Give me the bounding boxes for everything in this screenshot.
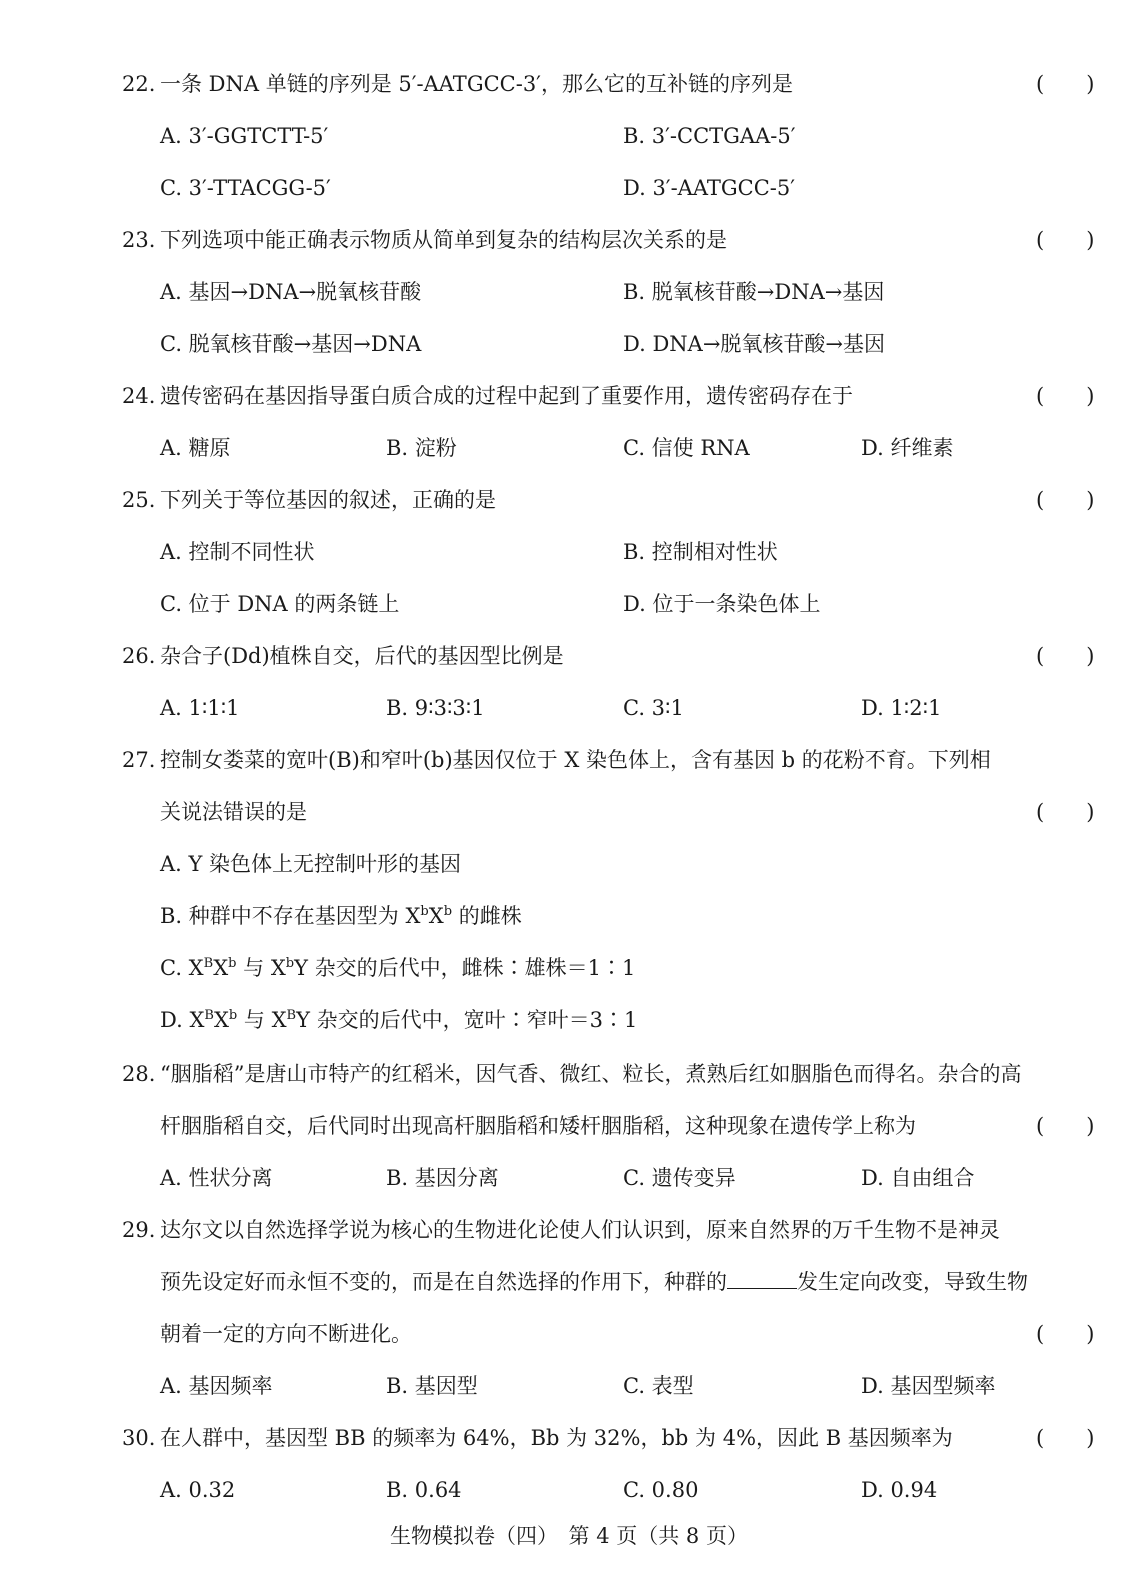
fill-in-blank <box>727 1270 797 1289</box>
question-25-number: 25. <box>122 488 156 512</box>
answer-paren-28: ( ) <box>1036 1114 1095 1138</box>
question-23-number: 23. <box>122 228 156 252</box>
q23-option-a: A. 基因→DNA→脱氧核苷酸 <box>160 280 422 304</box>
q22-option-b: B. 3′-CCTGAA-5′ <box>623 124 796 148</box>
q27-option-c: C. $X^BX^b$ 与 $X^bY$ 杂交的后代中，雌株∶雄株＝1∶1 <box>160 956 636 980</box>
q25-option-c: C. 位于 DNA 的两条链上 <box>160 592 400 616</box>
page-footer: 生物模拟卷（四） 第 4 页（共 8 页） <box>390 1524 748 1548</box>
q24-option-b: B. 淀粉 <box>386 436 457 460</box>
question-29-stem-line1: 达尔文以自然选择学说为核心的生物进化论使人们认识到，原来自然界的万千生物不是神灵 <box>160 1218 1000 1242</box>
q30-option-c: C. 0.80 <box>623 1478 699 1502</box>
answer-paren-24: ( ) <box>1036 384 1095 408</box>
question-24-stem: 遗传密码在基因指导蛋白质合成的过程中起到了重要作用，遗传密码存在于 <box>160 384 853 408</box>
q26-option-a: A. 1∶1∶1 <box>160 696 240 720</box>
question-27-stem-line2: 关说法错误的是 <box>160 800 307 824</box>
answer-paren-29: ( ) <box>1036 1322 1095 1346</box>
q23-option-d: D. DNA→脱氧核苷酸→基因 <box>623 332 886 356</box>
q23-option-b: B. 脱氧核苷酸→DNA→基因 <box>623 280 885 304</box>
answer-paren-23: ( ) <box>1036 228 1095 252</box>
q30-option-a: A. 0.32 <box>160 1478 236 1502</box>
q26-option-c: C. 3∶1 <box>623 696 684 720</box>
answer-paren-25: ( ) <box>1036 488 1095 512</box>
answer-paren-30: ( ) <box>1036 1426 1095 1450</box>
question-29-stem-line3: 朝着一定的方向不断进化。 <box>160 1322 412 1346</box>
q22-option-a: A. 3′-GGTCTT-5′ <box>160 124 329 148</box>
answer-paren-26: ( ) <box>1036 644 1095 668</box>
q22-option-d: D. 3′-AATGCC-5′ <box>623 176 795 200</box>
q26-option-b: B. 9∶3∶3∶1 <box>386 696 485 720</box>
q28-option-b: B. 基因分离 <box>386 1166 499 1190</box>
q29-option-d: D. 基因型频率 <box>861 1374 996 1398</box>
q26-option-d: D. 1∶2∶1 <box>861 696 942 720</box>
q25-option-d: D. 位于一条染色体上 <box>623 592 821 616</box>
q30-option-d: D. 0.94 <box>861 1478 938 1502</box>
question-22-number: 22. <box>122 72 156 96</box>
question-27-number: 27. <box>122 748 156 772</box>
q27-option-b: B. 种群中不存在基因型为 $X^bX^b$ 的雌株 <box>160 904 522 928</box>
question-23-stem: 下列选项中能正确表示物质从简单到复杂的结构层次关系的是 <box>160 228 727 252</box>
question-25-stem: 下列关于等位基因的叙述，正确的是 <box>160 488 496 512</box>
answer-paren-27: ( ) <box>1036 800 1095 824</box>
question-30-number: 30. <box>122 1426 156 1450</box>
q23-option-c: C. 脱氧核苷酸→基因→DNA <box>160 332 422 356</box>
question-30-stem: 在人群中，基因型 BB 的频率为 64%，Bb 为 32%，bb 为 4%，因此 B 基因频率为 <box>160 1426 953 1450</box>
q28-option-a: A. 性状分离 <box>160 1166 273 1190</box>
q25-option-a: A. 控制不同性状 <box>160 540 315 564</box>
q27-option-d: D. $X^BX^b$ 与 $X^BY$ 杂交的后代中，宽叶∶窄叶＝3∶1 <box>160 1008 638 1032</box>
answer-paren-22: ( ) <box>1036 72 1095 96</box>
q22-option-c: C. 3′-TTACGG-5′ <box>160 176 331 200</box>
question-28-number: 28. <box>122 1062 156 1086</box>
question-22-stem: 一条 DNA 单链的序列是 5′-AATGCC-3′，那么它的互补链的序列是 <box>160 72 793 96</box>
q28-option-d: D. 自由组合 <box>861 1166 975 1190</box>
q29-option-c: C. 表型 <box>623 1374 694 1398</box>
question-29-number: 29. <box>122 1218 156 1242</box>
q25-option-b: B. 控制相对性状 <box>623 540 778 564</box>
q24-option-d: D. 纤维素 <box>861 436 954 460</box>
q24-option-a: A. 糖原 <box>160 436 231 460</box>
q29-option-b: B. 基因型 <box>386 1374 478 1398</box>
question-24-number: 24. <box>122 384 156 408</box>
q24-option-c: C. 信使 RNA <box>623 436 750 460</box>
question-28-stem-line1: “胭脂稻”是唐山市特产的红稻米，因气香、微红、粒长，煮熟后红如胭脂色而得名。杂合的高 <box>160 1062 1022 1086</box>
q30-option-b: B. 0.64 <box>386 1478 462 1502</box>
question-26-number: 26. <box>122 644 156 668</box>
q27-option-a: A. Y 染色体上无控制叶形的基因 <box>160 852 462 876</box>
question-28-stem-line2: 杆胭脂稻自交，后代同时出现高杆胭脂稻和矮杆胭脂稻，这种现象在遗传学上称为 <box>160 1114 916 1138</box>
question-27-stem-line1: 控制女娄菜的宽叶(B)和窄叶(b)基因仅位于 X 染色体上，含有基因 b 的花粉不育。下列相 <box>160 748 991 772</box>
question-26-stem: 杂合子(Dd)植株自交，后代的基因型比例是 <box>160 644 564 668</box>
q28-option-c: C. 遗传变异 <box>623 1166 736 1190</box>
question-29-stem-line2: 预先设定好而永恒不变的，而是在自然选择的作用下，种群的 发生定向改变，导致生物 <box>160 1270 1028 1294</box>
q29-option-a: A. 基因频率 <box>160 1374 273 1398</box>
